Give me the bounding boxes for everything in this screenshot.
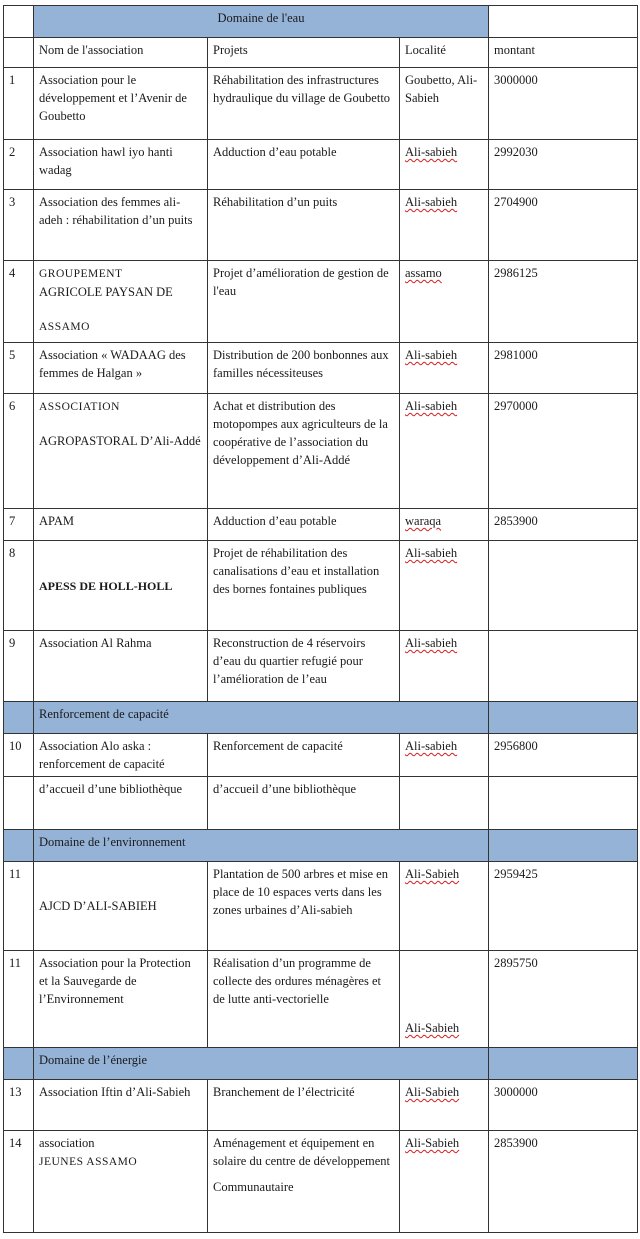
amount: 3000000 <box>489 1080 638 1131</box>
locality: Ali-Sabieh <box>400 1131 489 1233</box>
table-row <box>4 862 638 951</box>
association-name: Association pour le développement et l’Avenir de Goubetto <box>34 68 208 140</box>
locality: waraqa <box>400 509 489 541</box>
row-number: 14 <box>4 1131 34 1233</box>
project: Adduction d’eau potable <box>208 140 400 190</box>
project: Projet de réhabilitation des canalisations d’eau et installation des bornes fontaines publiques <box>208 541 400 631</box>
project-continued: d’accueil d’une bibliothèque <box>208 777 400 830</box>
table-row <box>4 261 638 343</box>
locality: Ali-sabieh <box>400 734 489 777</box>
locality: assamo <box>400 261 489 343</box>
table-row <box>4 140 638 190</box>
project: Distribution de 200 bonbonnes aux familles nécessiteuses <box>208 343 400 394</box>
project: Réhabilitation des infrastructures hydraulique du village de Goubetto <box>208 68 400 140</box>
section-title-environment: Domaine de l’environnement <box>34 830 489 862</box>
association-name-continued: d’accueil d’une bibliothèque <box>34 777 208 830</box>
row-number: 11 <box>4 951 34 1048</box>
row-number: 10 <box>4 734 34 777</box>
row-number: 13 <box>4 1080 34 1131</box>
section-row <box>4 1048 638 1080</box>
locality: Ali-sabieh <box>400 541 489 631</box>
amount <box>489 631 638 702</box>
locality: Ali-Sabieh <box>400 951 489 1048</box>
project: Projet d’amélioration de gestion de l'eau <box>208 261 400 343</box>
amount: 2704900 <box>489 190 638 261</box>
row-number: 4 <box>4 261 34 343</box>
title-row <box>4 6 638 38</box>
association-name: APESS DE HOLL-HOLL <box>34 541 208 631</box>
amount: 2981000 <box>489 343 638 394</box>
row-number: 8 <box>4 541 34 631</box>
locality: Ali-Sabieh <box>400 862 489 951</box>
section-title-energy: Domaine de l’énergie <box>34 1048 489 1080</box>
section-row <box>4 702 638 734</box>
header-row <box>4 38 638 68</box>
association-name: Association Iftin d’Ali-Sabieh <box>34 1080 208 1131</box>
table-row <box>4 343 638 394</box>
row-number: 3 <box>4 190 34 261</box>
locality: Ali-sabieh <box>400 631 489 702</box>
header-amount: montant <box>489 38 638 68</box>
amount: 2986125 <box>489 261 638 343</box>
association-name: Association hawl iyo hanti wadag <box>34 140 208 190</box>
project: Renforcement de capacité <box>208 734 400 777</box>
row-number: 5 <box>4 343 34 394</box>
amount: 3000000 <box>489 68 638 140</box>
association-name: Association Al Rahma <box>34 631 208 702</box>
table-row <box>4 734 638 777</box>
table-row <box>4 631 638 702</box>
amount: 2970000 <box>489 394 638 509</box>
row-number: 9 <box>4 631 34 702</box>
association-name: APAM <box>34 509 208 541</box>
amount: 2992030 <box>489 140 638 190</box>
amount: 2956800 <box>489 734 638 777</box>
locality: Ali-sabieh <box>400 343 489 394</box>
table-row <box>4 1080 638 1131</box>
association-name: GROUPEMENT AGRICOLE PAYSAN DE ASSAMO <box>34 261 208 343</box>
row-number: 11 <box>4 862 34 951</box>
project: Réalisation d’un programme de collecte des ordures ménagères et de lutte anti-vectorielle <box>208 951 400 1048</box>
locality: Ali-sabieh <box>400 140 489 190</box>
amount: 2853900 <box>489 1131 638 1233</box>
row-number: 2 <box>4 140 34 190</box>
locality: Goubetto, Ali-Sabieh <box>400 68 489 140</box>
project: Plantation de 500 arbres et mise en place de 10 espaces verts dans les zones urbaines d’Ali-sabieh <box>208 862 400 951</box>
table-row <box>4 68 638 140</box>
section-title-capacity: Renforcement de capacité <box>34 702 489 734</box>
table-row <box>4 1131 638 1233</box>
table-row <box>4 190 638 261</box>
project: Achat et distribution des motopompes aux agriculteurs de la coopérative de l’association du développement d’Ali-Addé <box>208 394 400 509</box>
row-number: 6 <box>4 394 34 509</box>
association-name: AJCD D’ALI-SABIEH <box>34 862 208 951</box>
locality: Ali-Sabieh <box>400 1080 489 1131</box>
amount: 2959425 <box>489 862 638 951</box>
locality: Ali-sabieh <box>400 394 489 509</box>
association-name: Association « WADAAG des femmes de Halgan » <box>34 343 208 394</box>
row-number: 1 <box>4 68 34 140</box>
header-name: Nom de l'association <box>34 38 208 68</box>
header-projects: Projets <box>208 38 400 68</box>
project: Branchement de l’électricité <box>208 1080 400 1131</box>
association-name: ASSOCIATION AGROPASTORAL D’Ali-Addé <box>34 394 208 509</box>
project: Aménagement et équipement en solaire du centre de développement Communautaire <box>208 1131 400 1233</box>
table-title: Domaine de l'eau <box>34 6 489 38</box>
association-name: Association Alo aska : renforcement de capacité <box>34 734 208 777</box>
association-name: Association pour la Protection et la Sauvegarde de l’Environnement <box>34 951 208 1048</box>
project: Adduction d’eau potable <box>208 509 400 541</box>
table-row <box>4 509 638 541</box>
header-locality: Localité <box>400 38 489 68</box>
project: Reconstruction de 4 réservoirs d’eau du quartier refugié pour l’amélioration de l’eau <box>208 631 400 702</box>
locality: Ali-sabieh <box>400 190 489 261</box>
row-number: 7 <box>4 509 34 541</box>
amount <box>489 541 638 631</box>
table-row <box>4 777 638 830</box>
table-row <box>4 541 638 631</box>
section-row <box>4 830 638 862</box>
amount: 2895750 <box>489 951 638 1048</box>
table-row <box>4 951 638 1048</box>
project: Réhabilitation d’un puits <box>208 190 400 261</box>
associations-table <box>3 5 638 1233</box>
table-row <box>4 394 638 509</box>
amount: 2853900 <box>489 509 638 541</box>
association-name: association JEUNES ASSAMO <box>34 1131 208 1233</box>
association-name: Association des femmes ali-adeh : réhabilitation d’un puits <box>34 190 208 261</box>
